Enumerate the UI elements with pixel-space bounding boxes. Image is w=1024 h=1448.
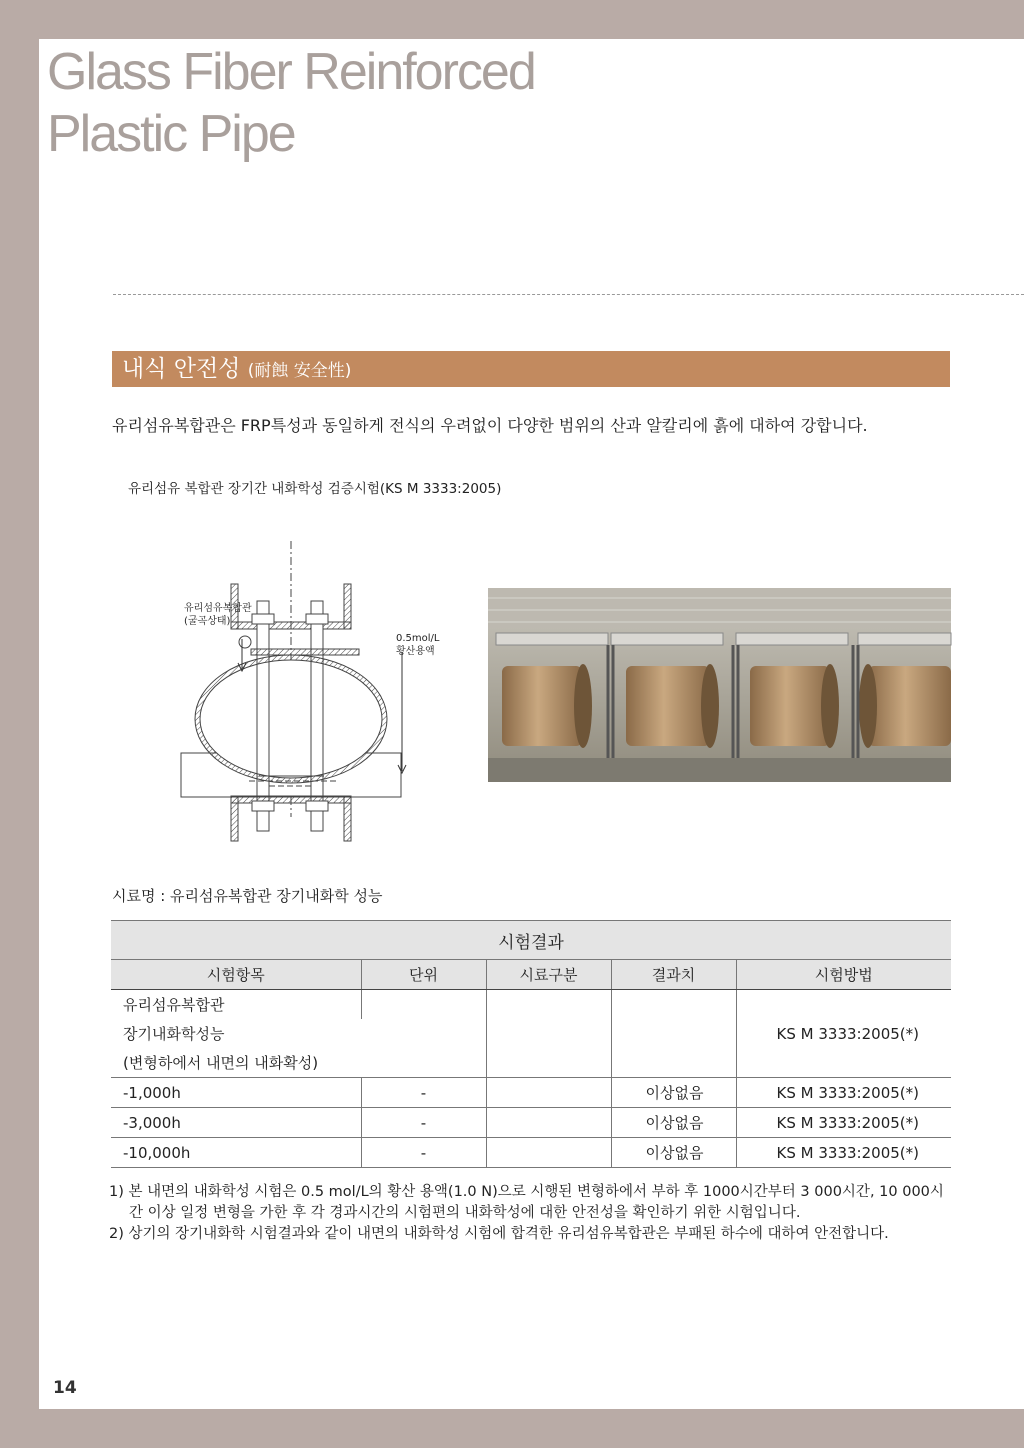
col-header-result: 결과치 [611, 960, 736, 990]
row-result: 이상없음 [611, 1108, 736, 1138]
test-rig-diagram [139, 539, 440, 819]
title-line-1: Glass Fiber Reinforced [47, 43, 535, 101]
col-header-method: 시험방법 [736, 960, 951, 990]
footnotes [109, 1182, 949, 1245]
test-rig-photo [488, 588, 951, 782]
row-result: 이상없음 [611, 1078, 736, 1108]
item-line: (변형하에서 내면의 내화확성) [123, 1054, 319, 1072]
solution-label-line1: 0.5mol/L [396, 633, 440, 644]
col-header-sample: 시료구분 [486, 960, 611, 990]
test-caption: 유리섬유 복합관 장기간 내화학성 검증시험(KS M 3333:2005) [128, 481, 502, 497]
table-row [111, 990, 951, 1020]
row-item: -1,000h [111, 1078, 361, 1108]
pipe-label-line2: (굴곡상태) [184, 616, 231, 627]
section-title: 내식 안전성 [122, 356, 241, 382]
title-line-2: Plastic Pipe [47, 105, 295, 163]
table-row [111, 1108, 951, 1138]
item-method: KS M 3333:2005(*) [776, 1024, 919, 1043]
row-method: KS M 3333:2005(*) [736, 1078, 951, 1108]
sample-name: 시료명 : 유리섬유복합관 장기내화학 성능 [112, 887, 383, 905]
page-number: 14 [53, 1378, 77, 1398]
table-title: 시험결과 [111, 921, 951, 960]
table-row [111, 1138, 951, 1168]
row-unit: - [361, 1108, 486, 1138]
item-line: 유리섬유복합관 [111, 990, 361, 1020]
row-unit: - [361, 1078, 486, 1108]
dashed-divider [113, 294, 1024, 295]
results-table [111, 920, 951, 1168]
row-sample [486, 1138, 611, 1168]
col-header-item: 시험항목 [111, 960, 361, 990]
solution-label-line2: 황산용액 [396, 646, 435, 657]
row-item: -3,000h [111, 1108, 361, 1138]
row-item: -10,000h [111, 1138, 361, 1168]
pipe-label-line1: 유리섬유복합관 [184, 603, 252, 614]
section-heading [112, 351, 950, 387]
row-unit: - [361, 1138, 486, 1168]
footnote-1: 1) 본 내면의 내화학성 시험은 0.5 mol/L의 황산 용액(1.0 N)으로 시행된 변형하에서 부하 후 1000시간부터 3 000시간, 10 000시간 이상 일정 변형을 가한 후 각 경과시간의 시험편의 내화학성에 대한 안전성을 확인하기 위한 시험입니다. [109, 1184, 944, 1221]
col-header-unit: 단위 [361, 960, 486, 990]
table-row [111, 1078, 951, 1108]
row-method: KS M 3333:2005(*) [736, 1108, 951, 1138]
page [39, 39, 1024, 1409]
item-line: 장기내화학성능 [123, 1025, 225, 1043]
row-sample [486, 1078, 611, 1108]
footnote-2: 2) 상기의 장기내화학 시험결과와 같이 내면의 내화학성 시험에 합격한 유리섬유복합관은 부패된 하수에 대하여 안전합니다. [109, 1226, 889, 1242]
page-title [47, 41, 535, 165]
row-sample [486, 1108, 611, 1138]
row-method: KS M 3333:2005(*) [736, 1138, 951, 1168]
section-subtitle: (耐蝕 安全性) [247, 361, 352, 381]
row-result: 이상없음 [611, 1138, 736, 1168]
lead-paragraph: 유리섬유복합관은 FRP특성과 동일하게 전식의 우려없이 다양한 범위의 산과 알칼리에 흙에 대하여 강합니다. [112, 416, 868, 435]
